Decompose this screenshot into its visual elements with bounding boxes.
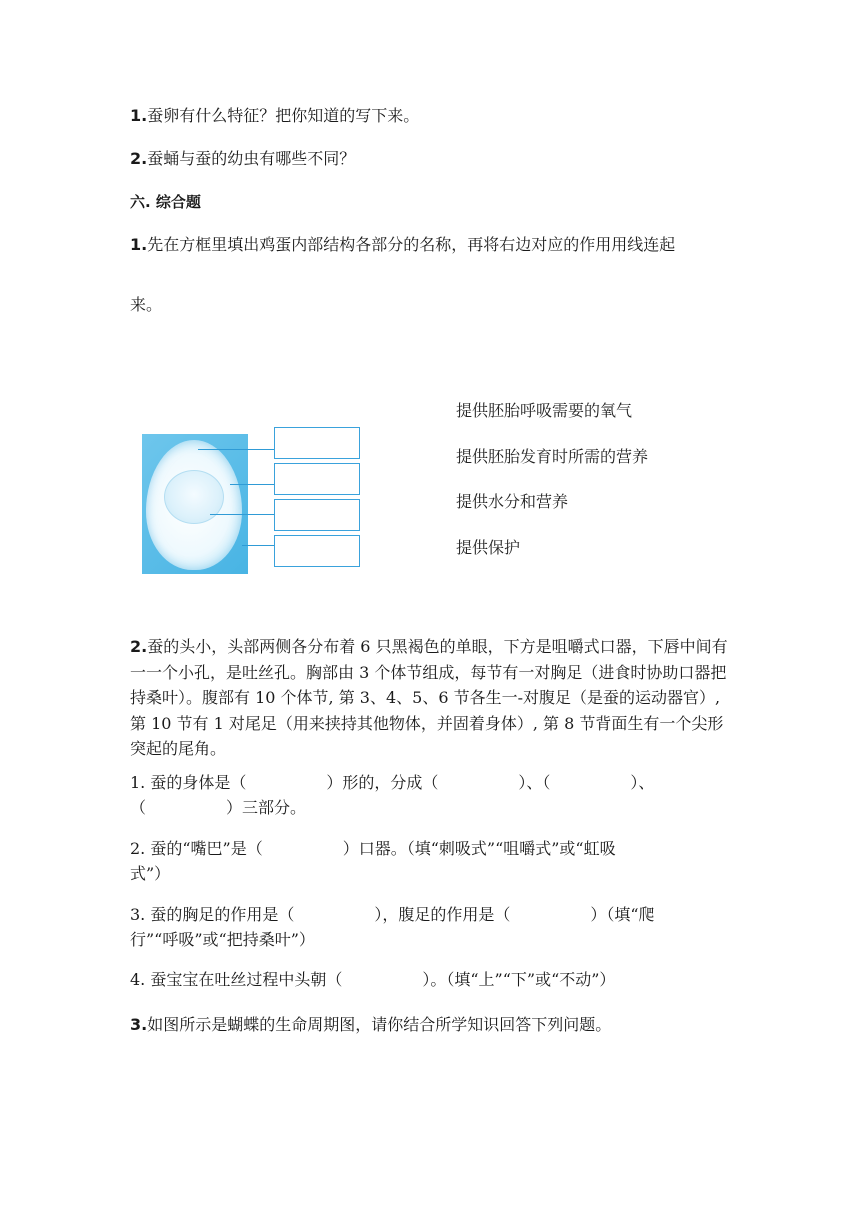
connector-line	[210, 514, 274, 515]
question-number: 2.	[130, 149, 148, 168]
egg-shell	[146, 440, 242, 570]
question-passage	[130, 634, 730, 762]
connector-line	[230, 484, 274, 485]
question-number: 3.	[130, 1015, 148, 1034]
function-label: 提供胚胎发育时所需的营养	[456, 447, 649, 466]
sub-question: 4. 蚕宝宝在吐丝过程中头朝（ ）。（填“上”“下”或“不动”）	[130, 970, 616, 989]
question-text: 蚕卵有什么特征？把你知道的写下来。	[147, 106, 420, 125]
sub-question: 2. 蚕的“嘴巴”是（ ）口器。（填“刺吸式”“咀嚼式”或“虹吸	[130, 839, 616, 858]
section-heading: 六. 综合题	[130, 193, 201, 211]
question-text: 蚕蛹与蚕的幼虫有哪些不同？	[147, 149, 356, 168]
answer-box[interactable]	[274, 463, 360, 495]
passage-text: 蚕的头小，头部两侧各分布着 6 只黑褐色的单眼，下方是咀嚼式口器，下唇中间有一一个小孔，是吐丝孔。胸部由 3 个体节组成，每节有一对胸足（进食时协助口器把持桑叶）。腹部有 10 个体节, 第 3、4、5、6 节各生一-对腹足（是蚕的运动器官）, 第 10 节有 1 对尾足（用来挟持其他物体，并固着身体）, 第 8 节背面生有一个尖形突起的尾角。	[130, 637, 728, 758]
question-number: 1.	[130, 235, 148, 254]
egg-structure-figure	[130, 390, 690, 590]
sub-question: 1. 蚕的身体是（ ）形的，分成（ ）、（ ）、	[130, 773, 655, 792]
function-label: 提供胚胎呼吸需要的氧气	[456, 401, 633, 420]
question-item	[130, 105, 419, 127]
answer-box[interactable]	[274, 499, 360, 531]
sub-question-continued: （ ）三部分。	[130, 798, 307, 817]
sub-question-continued: 行”“呼吸”或“把持桑叶”）	[130, 930, 315, 949]
answer-box[interactable]	[274, 535, 360, 567]
question-item	[130, 1014, 611, 1036]
egg-yolk	[164, 470, 224, 524]
connector-line	[198, 449, 274, 450]
egg-image	[142, 434, 248, 574]
function-label: 提供保护	[456, 538, 521, 557]
sub-question-continued: 式”）	[130, 864, 171, 883]
question-item	[130, 234, 675, 256]
question-text: 如图所示是蝴蝶的生命周期图，请你结合所学知识回答下列问题。	[147, 1015, 612, 1034]
question-item	[130, 148, 355, 170]
function-label: 提供水分和营养	[456, 492, 569, 511]
question-number: 1.	[130, 106, 148, 125]
connector-line	[242, 545, 274, 546]
question-text-continued: 来。	[130, 295, 163, 314]
question-number: 2.	[130, 637, 148, 656]
answer-box[interactable]	[274, 427, 360, 459]
question-text: 先在方框里填出鸡蛋内部结构各部分的名称，再将右边对应的作用用线连起	[147, 235, 676, 254]
sub-question: 3. 蚕的胸足的作用是（ ），腹足的作用是（ ）（填“爬	[130, 905, 655, 924]
